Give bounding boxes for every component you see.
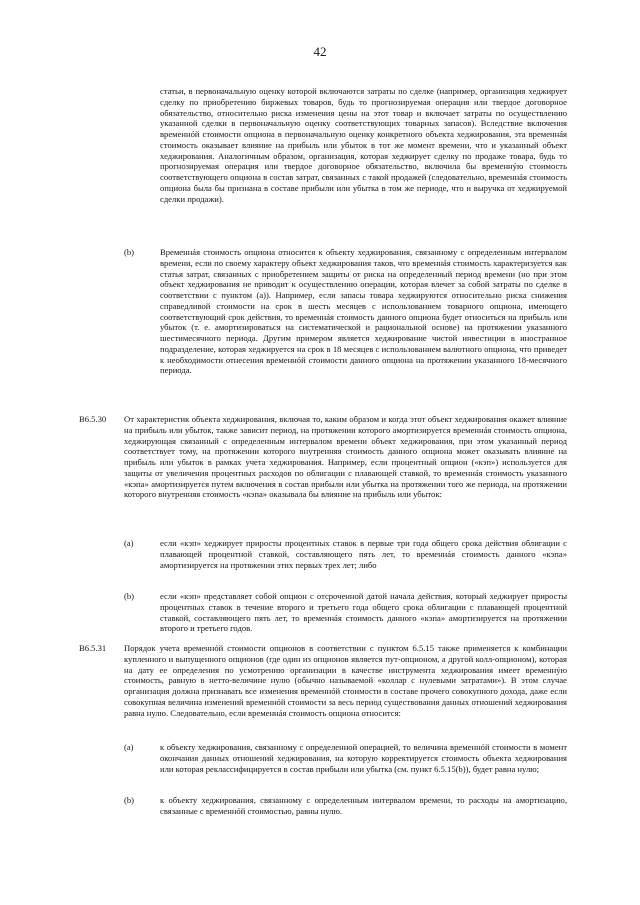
- paragraph-number: B6.5.30: [79, 414, 107, 424]
- list-item-text: к объекту хеджирования, связанному с определенной операцией, то величина временнóй стоимости в момент окончания данных отношений хеджирования, на которую корректируется стоимость объекта хеджирования или которая реклассифицируется в состав прибыли или убытка (см. пункт 6.5.15(b)), будет равна нулю;: [160, 742, 567, 774]
- list-item-text: к объекту хеджирования, связанному с определенным интервалом времени, то расходы на амортизацию, связанные с временнóй стоимостью, равны нулю.: [160, 795, 567, 816]
- continuation-text: статьи, в первоначальную оценку которой включаются затраты по сделке (например, организация хеджирует сделку по приобретению биржевых товаров, будь то прогнозируемая операция или твердое договорное обязательство, относительно риска изменения цены на этот товар и включает затраты по осуществлению указанной сделки в первоначальную оценку соответствующих товарных запасов). Вследствие включения временнóй стоимости опциона в первоначальную оценку конкретного объекта хеджирования, эта временнáя стоимость оказывает влияние на прибыль или убыток в тот же момент времени, что и указанный объект хеджирования. Аналогичным образом, организация, которая хеджирует сделку по продаже товара, будь то прогнозируемая операция или твердое договорное обязательство, включила бы временнýю стоимость соответствующего опциона в состав затрат, связанных с такой продажей (следовательно, временнáя стоимость опциона была бы признана в составе прибыли или убытка в том же периоде, что и выручка от хеджируемой сделки продажи).: [160, 86, 567, 204]
- item-marker: (b): [124, 247, 135, 257]
- continuation-paragraph: [160, 86, 567, 204]
- item-marker: (b): [124, 795, 135, 805]
- paragraph-text: Порядок учета временнóй стоимости опционов в соответствии с пунктом 6.5.15 также применяется к комбинации купленного и выпущенного опционов (где один из опционов является пут-опционом, а другой колл-опционом), которая на дату ее определения по усмотрению организации в качестве инструмента хеджирования имеет временнýю стоимость, равную в нетто-величине нулю (обычно называемой «коллар с нулевыми затратами»). В этом случае организация должна признавать все изменения временнóй стоимости в составе прочего совокупного дохода, даже если совокупная величина изменений временнóй стоимости за весь период существования данных отношений хеджирования равна нулю. Следовательно, если временнáя стоимость опциона относится:: [124, 643, 567, 718]
- item-marker: (b): [124, 591, 135, 601]
- list-item-text: если «кэп» хеджирует приросты процентных ставок в первые три года общего срока действия облигации с плавающей процентной ставкой, составляющего пять лет, то временнáя стоимость данного «кэпа» амортизируется на протяжении этих первых трех лет; либо: [160, 538, 567, 570]
- item-marker: (a): [124, 742, 134, 752]
- paragraph-number: B6.5.31: [79, 643, 107, 653]
- item-marker: (a): [124, 538, 134, 548]
- list-item-text: если «кэп» представляет собой опцион с отсроченной датой начала действия, который хеджирует приросты процентных ставок в течение второго и третьего года общего срока облигации с плавающей процентной ставкой, составляющего пять лет, то временнáя стоимость данного «кэпа» амортизируется на протяжении второго и третьего годов.: [160, 591, 567, 634]
- page-number: 42: [313, 44, 327, 59]
- paragraph-text: От характеристик объекта хеджирования, включая то, каким образом и когда этот объект хеджирования окажет влияние на прибыль или убыток, также зависит период, на протяжении которого амортизируется временнáя стоимость опциона, хеджирующая связанный с определенным интервалом времени объект хеджирования, при этом указанный период соответствует тому, на протяжении которого внутренняя стоимость данного опциона может оказывать влияние на прибыль или убыток в рамках учета хеджирования. Например, если процентный опцион («кэп») используется для защиты от увеличения процентных расходов по облигации с плавающей ставкой, то временнáя стоимость указанного «кэпа» амортизируется путем включения в состав прибыли или убытка на протяжении того же периода, на протяжении которого внутренняя стоимость «кэпа» оказывала бы влияние на прибыль или убыток:: [124, 414, 567, 500]
- list-item-text: Временнáя стоимость опциона относится к объекту хеджирования, связанному с определенным интервалом времени, если по своему характеру объект хеджирования таков, что временнáя стоимость характеризуется как статья затрат, связанных с приобретением защиты от риска на определенный период времени (но при этом объект хеджирования не приводит к осуществлению операции, которая влечет за собой затраты по сделке в соответствии с пунктом (a)). Например, если запасы товара хеджируются относительно риска снижения справедливой стоимости на срок в шесть месяцев с использованием товарного опциона, имеющего соответствующий срок действия, то временнáя стоимость данного опциона будет относиться на прибыль или убыток (т. е. амортизироваться на систематической и рациональной основе) на протяжении указанного шестимесячного периода. Другим примером является хеджирование чистой инвестиции в иностранное подразделение, которая хеджируется на срок в 18 месяцев с использованием валютного опциона, что приведет к необходимости отнесения временнóй стоимости данного опциона на протяжении указанного 18-месячного периода.: [160, 247, 567, 376]
